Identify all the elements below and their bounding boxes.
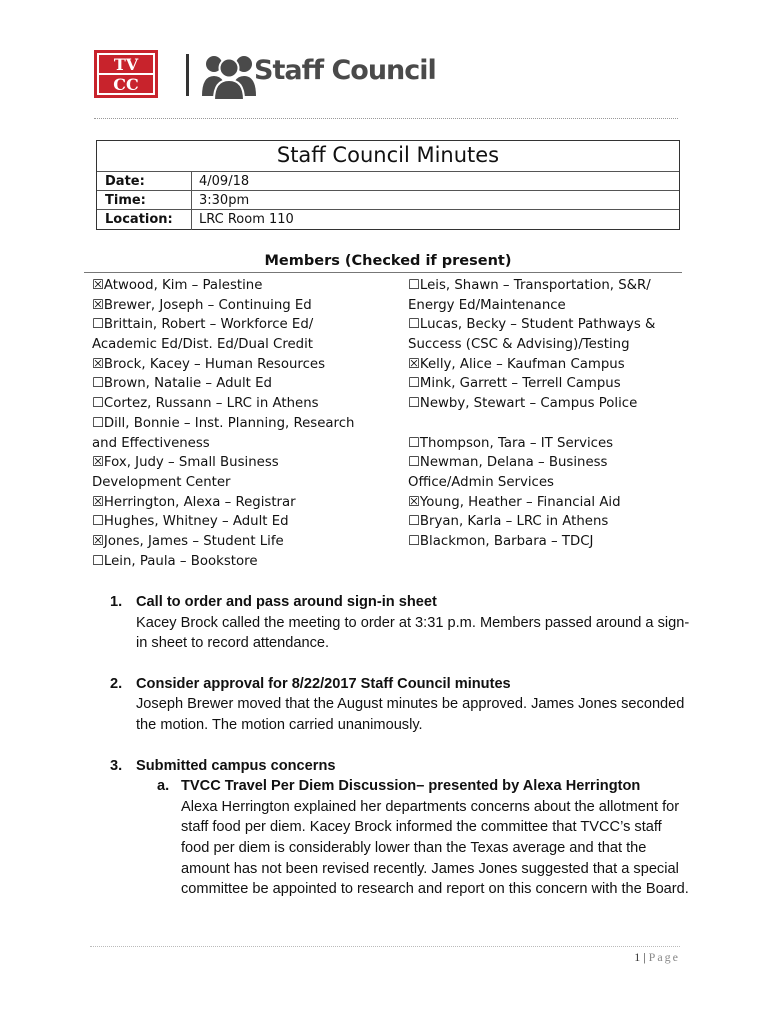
- meta-label: Time:: [105, 193, 146, 208]
- meta-row-date: [97, 171, 679, 191]
- meta-value: LRC Room 110: [199, 212, 294, 227]
- meta-value: 4/09/18: [199, 174, 250, 189]
- agenda-title: Call to order and pass around sign-in sheet: [136, 594, 437, 610]
- member-line: ☐Mink, Garrett – Terrell Campus: [408, 376, 621, 392]
- members-rule: [84, 272, 682, 273]
- member-line: ☐Dill, Bonnie – Inst. Planning, Research: [92, 415, 355, 431]
- agenda-item: [110, 592, 690, 654]
- footer-rule: [90, 946, 680, 947]
- agenda-number: 3.: [110, 757, 123, 774]
- people-group-icon: [198, 50, 262, 100]
- subitem-letter: a.: [157, 778, 170, 795]
- members-right-column: [408, 276, 688, 552]
- member-line: Office/Admin Services: [408, 474, 554, 490]
- member-line: ☒Atwood, Kim – Palestine: [92, 278, 263, 293]
- page-number-value: 1: [634, 950, 641, 964]
- agenda-list: [110, 592, 690, 900]
- member-line: Energy Ed/Maintenance: [408, 297, 566, 313]
- header-rule: [94, 118, 678, 119]
- tvcc-logo-icon: [94, 50, 158, 98]
- member-line: ☐Lein, Paula – Bookstore: [92, 553, 258, 569]
- member-line: ☐Bryan, Karla – LRC in Athens: [408, 514, 609, 530]
- agenda-title: Consider approval for 8/22/2017 Staff Council minutes: [136, 675, 511, 692]
- member-line: ☐Newby, Stewart – Campus Police: [408, 396, 638, 412]
- agenda-body: Kacey Brock called the meeting to order at 3:31 p.m. Members passed around a sign-in sheet to record attendance.: [136, 614, 690, 652]
- staff-council-logo: [94, 50, 474, 102]
- member-line: Development Center: [92, 474, 231, 490]
- member-line: ☐Hughes, Whitney – Adult Ed: [92, 514, 289, 530]
- meta-label: Date:: [105, 174, 145, 189]
- member-line: Academic Ed/Dist. Ed/Dual Credit: [92, 337, 314, 353]
- minutes-header-table: [96, 140, 680, 230]
- member-line-blank: [408, 414, 688, 434]
- meta-row-time: [97, 190, 679, 210]
- member-line: ☐Cortez, Russann – LRC in Athens: [92, 396, 319, 412]
- member-line: ☒Fox, Judy – Small Business: [92, 455, 279, 471]
- page-separator: |: [643, 950, 646, 964]
- agenda-body: Joseph Brewer moved that the August minutes be approved. James Jones seconded the motion. The motion carried unanimously.: [136, 696, 685, 733]
- member-line: ☐Thompson, Tara – IT Services: [408, 435, 614, 451]
- members-heading: Members (Checked if present): [264, 253, 512, 269]
- member-line: ☐Newman, Delana – Business: [408, 455, 608, 471]
- member-line: ☒Brewer, Joseph – Continuing Ed: [92, 297, 312, 313]
- agenda-subitem: [136, 776, 690, 900]
- member-line: ☒Herrington, Alexa – Registrar: [92, 494, 296, 510]
- agenda-item: [110, 674, 690, 736]
- member-line: ☐Blackmon, Barbara – TDCJ: [408, 533, 594, 549]
- member-line: ☒Jones, James – Student Life: [92, 533, 284, 549]
- agenda-number: 1.: [110, 594, 123, 610]
- subitem-body: Alexa Herrington explained her departments concerns about the allotment for staff food per diem. Kacey Brock informed the committee that TVCC’s staff food per diem is considerably lower than the Texas average and that the amount has not been revised recently. James Jones suggested that a special committee be appointed to research and report on this concern with the Board.: [181, 798, 689, 898]
- meta-value: 3:30pm: [199, 193, 250, 208]
- agenda-title: Submitted campus concerns: [136, 757, 336, 774]
- member-line: ☒Young, Heather – Financial Aid: [408, 494, 621, 510]
- logo-mark-top: TV: [113, 55, 139, 74]
- meta-row-location: [97, 209, 679, 229]
- member-line: ☐Brittain, Robert – Workforce Ed/: [92, 317, 314, 333]
- meta-column-divider: [191, 171, 192, 230]
- subitem-title: TVCC Travel Per Diem Discussion– presented by Alexa Herrington: [181, 778, 641, 795]
- brand-text: Staff Council: [254, 55, 436, 86]
- logo-divider: [186, 54, 189, 96]
- members-left-column: [92, 276, 392, 571]
- member-line: ☐Brown, Natalie – Adult Ed: [92, 376, 272, 392]
- agenda-item: [110, 756, 690, 900]
- logo-mark-bottom: CC: [113, 75, 139, 94]
- member-line: ☒Brock, Kacey – Human Resources: [92, 356, 326, 372]
- agenda-number: 2.: [110, 675, 123, 692]
- member-line: ☐Leis, Shawn – Transportation, S&R/: [408, 278, 651, 293]
- page-title: Staff Council Minutes: [276, 143, 500, 167]
- member-line: ☒Kelly, Alice – Kaufman Campus: [408, 356, 625, 372]
- member-line: Success (CSC & Advising)/Testing: [408, 337, 630, 353]
- member-line: ☐Lucas, Becky – Student Pathways &: [408, 317, 656, 333]
- page-number: [590, 950, 680, 965]
- page-word: Page: [648, 950, 680, 964]
- meta-label: Location:: [105, 212, 173, 227]
- member-line: and Effectiveness: [92, 435, 210, 451]
